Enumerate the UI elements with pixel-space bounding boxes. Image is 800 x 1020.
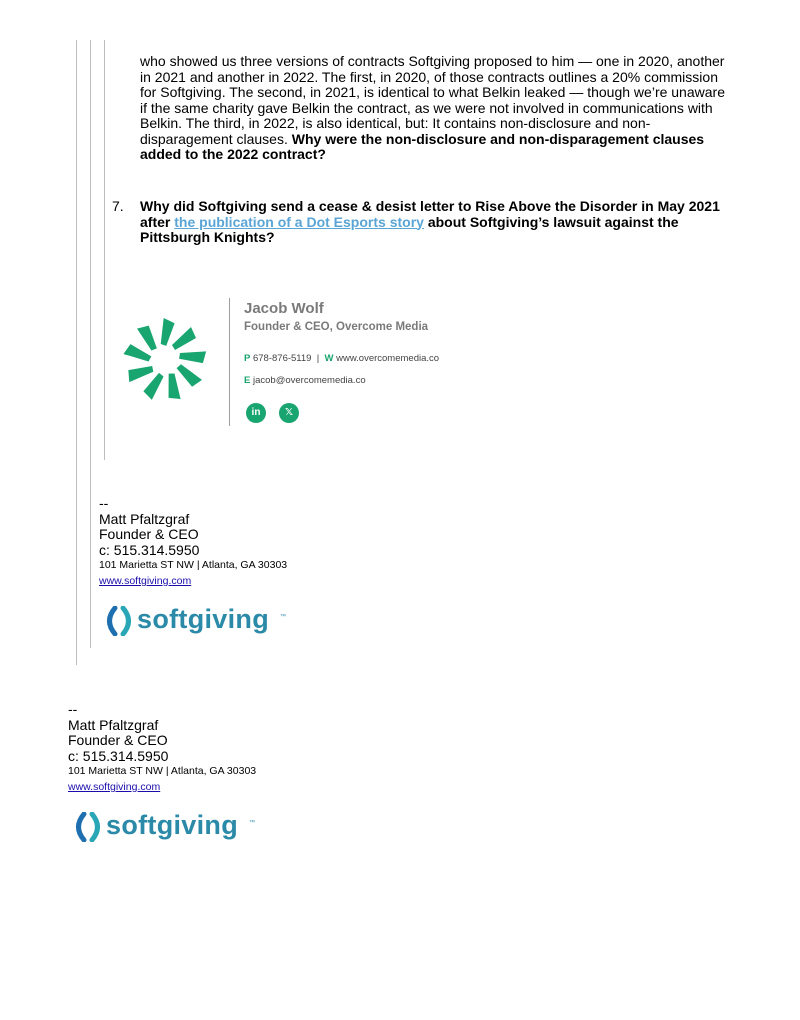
dot-esports-story-link[interactable]: the publication of a Dot Esports story (174, 213, 424, 230)
quote-bar-middle (90, 40, 91, 648)
trademark-symbol: ™ (249, 820, 255, 826)
softgiving-wordmark: softgiving (106, 810, 238, 840)
question-text (140, 199, 730, 246)
softgiving-logo (103, 606, 293, 636)
softgiving-parentheses-icon (72, 812, 106, 842)
signature-divider (229, 298, 230, 426)
email-link[interactable]: jacob@overcomemedia.co (252, 375, 366, 386)
phone-label: P (244, 353, 251, 364)
signature-name: Matt Pfaltzgraf (99, 510, 190, 527)
quoted-paragraph (140, 54, 730, 163)
signature-phone: c: 515.314.5950 (68, 747, 169, 764)
softgiving-parentheses-icon (103, 606, 137, 636)
quoted-paragraph-text: who showed us three versions of contracts Softgiving proposed to him — one in 2020, another in 2021 and another in 2022. The first, in 2020, of those contracts outlines a 20% commission for Softgiving. The second, in 2021, is identical to what Belkin leaked — though we’re unaware if the same charity gave Belkin the contract, as we were not involved in communications with Belkin. The third, in 2022, is also identical, but: It contains non-disclosure and non-disparagement clauses. (140, 53, 725, 147)
phone-number[interactable]: 678-876-5119 (252, 353, 312, 364)
softgiving-logo (72, 812, 262, 842)
signature-dashes: -- (99, 495, 109, 511)
email-label: E (244, 375, 251, 386)
website-link[interactable]: www.overcomemedia.co (336, 353, 440, 364)
signature-address: 101 Marietta ST NW | Atlanta, GA 30303 (68, 765, 257, 777)
softgiving-website-link[interactable]: www.softgiving.com (99, 575, 192, 587)
matt-signature-inner (99, 496, 287, 590)
separator: | (316, 353, 320, 364)
softgiving-website-link[interactable]: www.softgiving.com (68, 781, 161, 793)
overcome-media-logo-icon (115, 310, 215, 410)
signature-contact-line (244, 353, 439, 364)
web-label: W (324, 353, 334, 364)
signature-email-line (244, 375, 366, 386)
question-text-before: Why did Softgiving send a cease & desist letter to Rise Above the Disorder in May 2021 after (140, 198, 720, 230)
x-icon[interactable]: 𝕏 (279, 403, 299, 423)
softgiving-wordmark: softgiving (137, 604, 269, 634)
signature-name: Jacob Wolf (244, 300, 324, 317)
signature-phone: c: 515.314.5950 (99, 541, 200, 558)
signature-title: Founder & CEO (68, 732, 168, 748)
quote-bar-outer (76, 40, 77, 665)
signature-address: 101 Marietta ST NW | Atlanta, GA 30303 (99, 559, 288, 571)
question-text-after: about Softgiving’s lawsuit against the Pittsburgh Knights? (140, 213, 679, 245)
linkedin-icon[interactable]: in (246, 403, 266, 423)
quote-bar-inner (104, 40, 105, 460)
trademark-symbol: ™ (280, 614, 286, 620)
signature-title: Founder & CEO (99, 526, 199, 542)
signature-name: Matt Pfaltzgraf (68, 716, 159, 733)
quoted-paragraph-question: Why were the non-disclosure and non-disparagement clauses added to the 2022 contract? (140, 130, 705, 162)
signature-dashes: -- (68, 701, 78, 717)
question-number: 7. (112, 198, 124, 214)
matt-signature-outer (68, 702, 256, 796)
signature-title: Founder & CEO, Overcome Media (244, 321, 429, 333)
